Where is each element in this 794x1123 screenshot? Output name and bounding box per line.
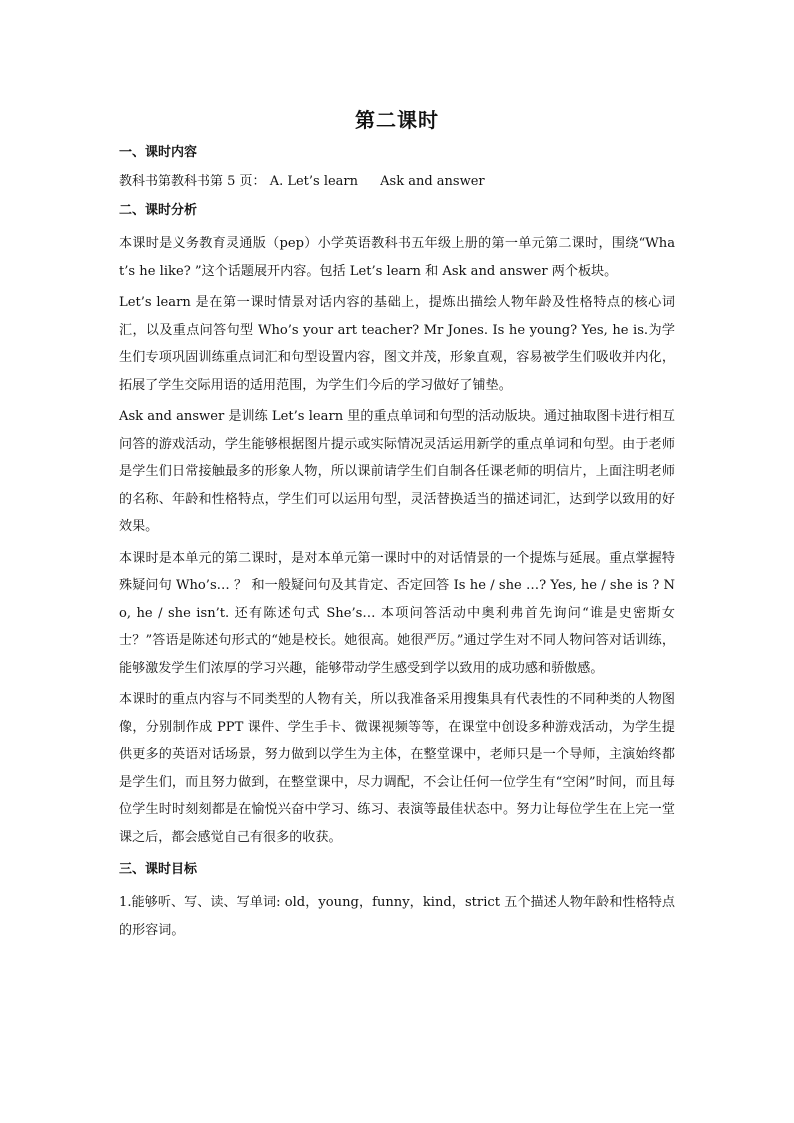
analysis-paragraph: Ask and answer 是训练 Let’s learn 里的重点单词和句型的活动版块。通过抽取图卡进行相互问答的游戏活动，学生能够根据图片提示或实际情况灵活运用新学的重点单词和句型。由于老师是学生们日常接触最多的形象人物，所以课前请学生们自制各任课老师的明信片，上面注明老师的名称、年龄和性格特点，学生们可以运用句型，灵活替换适当的描述词汇，达到学以致用的好效果。 [119, 409, 675, 534]
analysis-paragraph: 本课时的重点内容与不同类型的人物有关，所以我准备采用搜集具有代表性的不同种类的人物图像，分别制作成 PPT 课件、学生手卡、微课视频等等，在课堂中创设多种游戏活动，为学生提供更多的英语对话场景，努力做到以学生为主体，在整堂课中，老师只是一个导师，主演始终都是学生们，而且努力做到，在整堂课中，尽力调配，不会让任何一位学生有“空闲”时间，而且每位学生时时刻刻都是在愉悦兴奋中学习、练习、表演等最佳状态中。努力让每位学生在上完一堂课之后，都会感觉自己有很多的收获。 [119, 692, 675, 845]
analysis-paragraph: 本课时是本单元的第二课时，是对本单元第一课时中的对话情景的一个提炼与延展。重点掌握特殊疑问句 Who’s… ？ 和一般疑问句及其肯定、否定回答 Is he / she …? Yes, he / she is ? No, he / she isn’t. 还有陈述句式 She’s… 本项问答活动中奥利弗首先询问“谁是史密斯女士？”答语是陈述句形式的“她是校长。她很高。她很严厉。”通过学生对不同人物问答对话训练，能够激发学生们浓厚的学习兴趣，能够带动学生感受到学以致用的成功感和骄傲感。 [119, 550, 675, 676]
section-heading-lesson-goals: 三、课时目标 [119, 862, 198, 877]
analysis-paragraph: Let’s learn 是在第一课时情景对话内容的基础上，提炼出描绘人物年龄及性格特点的核心词汇，以及重点问答句型 Who’s your art teacher? Mr Jones. Is he young? Yes, he is.为学生们专项巩固训练重点词汇和句型设置内容，图文并茂，形象直观，容易被学生们吸收并内化，拓展了学生交际用语的适用范围，为学生们今后的学习做好了铺垫。 [119, 295, 675, 393]
analysis-paragraph: 本课时是义务教育灵通版（pep）小学英语教科书五年级上册的第一单元第二课时，围绕“What’s he like? ”这个话题展开内容。包括 Let’s learn 和 Ask and answer 两个板块。 [119, 236, 675, 279]
lesson-content-prefix: 教科书第教科书第 5 页： [119, 174, 266, 189]
page-title: 第二课时 [355, 108, 439, 132]
document-body [119, 143, 675, 948]
lesson-content-line [119, 172, 675, 191]
goal-item: 1.能够听、写、读、写单词: old，young，funny，kind，strict 五个描述人物年龄和性格特点的形容词。 [119, 895, 675, 938]
lesson-content-part-b: Ask and answer [380, 174, 485, 189]
section-heading-lesson-analysis: 二、课时分析 [119, 203, 198, 218]
lesson-content-part-a: A. Let’s learn [269, 174, 359, 189]
section-heading-lesson-content: 一、课时内容 [119, 145, 198, 160]
